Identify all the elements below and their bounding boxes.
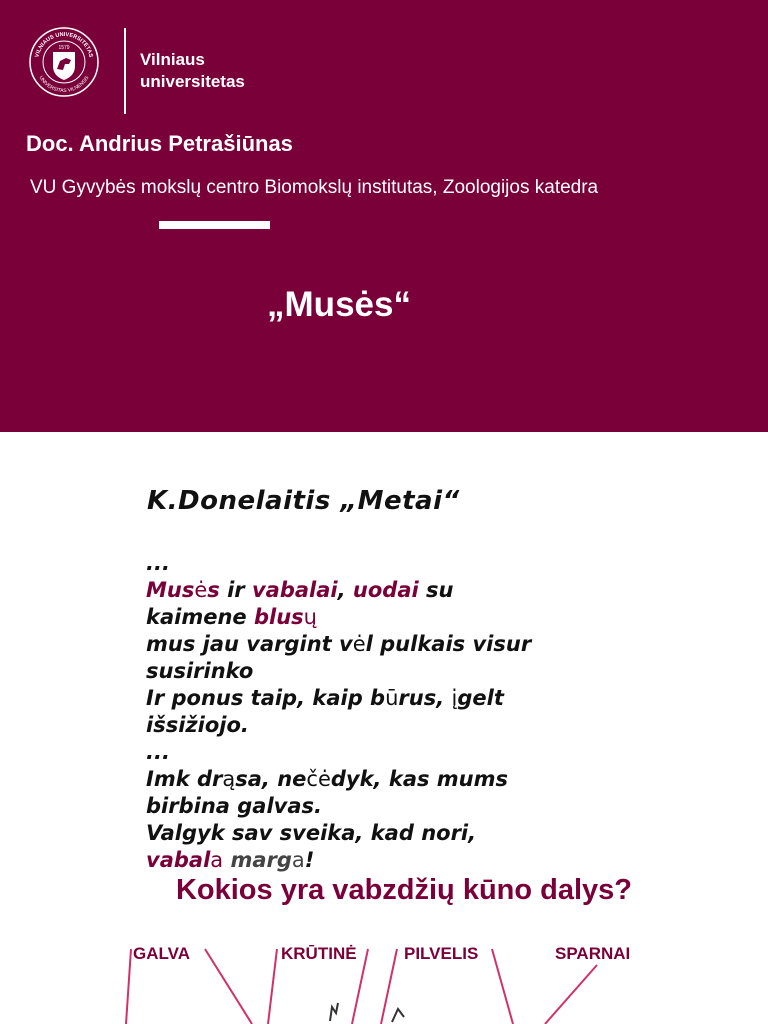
- poem-segment: !: [304, 848, 315, 872]
- university-name: [140, 49, 262, 93]
- label-galva: GALVA: [133, 944, 190, 963]
- poem-segment: a: [291, 848, 305, 872]
- logo-divider: [124, 28, 126, 114]
- poem-segment: ir: [219, 578, 252, 602]
- poem-segment: ė: [194, 578, 208, 602]
- pointer-line-pilvelis-right: [492, 949, 513, 1024]
- poem-segment: vabalai: [251, 578, 338, 602]
- poem-line: [146, 658, 531, 685]
- poem-line: [146, 766, 531, 793]
- pointer-line-krutine-right: [352, 949, 368, 1024]
- pointer-line-pilvelis-left: [381, 949, 397, 1024]
- seal-text-bottom: UNIVERSITAS VILNENSIS: [37, 75, 91, 95]
- poem-segment: rus,: [398, 686, 452, 710]
- poem-segment: blus: [253, 605, 304, 629]
- poem-line: [146, 631, 531, 658]
- poem-line: [146, 847, 531, 874]
- poem-segment: Valgyk sav sveika, kad nori,: [146, 821, 477, 845]
- poem-segment: ė: [352, 632, 366, 656]
- poem-segment: susirinko: [146, 659, 254, 683]
- university-name-line1: Vilniaus: [140, 50, 205, 69]
- poem-line: [146, 739, 531, 766]
- title-divider: [159, 221, 270, 229]
- question-heading: Kokios yra vabzdžių kūno dalys?: [175, 874, 633, 906]
- poem-segment: ų: [303, 605, 317, 629]
- label-pilvelis: PILVELIS: [404, 944, 479, 963]
- pointer-line-sparnai: [545, 965, 597, 1024]
- pointer-line-galva-right: [205, 949, 252, 1024]
- seal-text-top: VILNIAUS UNIVERSITETAS: [34, 31, 94, 59]
- label-sparnai: SPARNAI: [555, 944, 631, 963]
- poem-segment: dyk, kas mums: [330, 767, 509, 791]
- poem-segment: ą: [222, 767, 236, 791]
- poem-segment: į: [451, 686, 458, 710]
- poem-segment: sa, ne: [235, 767, 307, 791]
- university-seal-icon: [28, 26, 100, 98]
- slide-title: „Musės“: [267, 285, 411, 324]
- poem-segment: l pulkais visur: [365, 632, 532, 656]
- poem-line: [146, 712, 531, 739]
- poem-line: [146, 820, 531, 847]
- poem-line: [146, 604, 531, 631]
- poem-segment: mus jau vargint v: [146, 632, 353, 656]
- poem-segment: Imk dr: [146, 767, 223, 791]
- poem-segment: Ir ponus taip, kaip b: [146, 686, 386, 710]
- seal-year: 1579: [58, 45, 70, 51]
- pointer-line-krutine-left: [268, 949, 277, 1024]
- poem-line: [146, 550, 531, 577]
- poem-segment: a: [210, 848, 224, 872]
- poem-text: [146, 550, 531, 874]
- poem-segment: Mus: [146, 578, 195, 602]
- poem-segment: ...: [146, 740, 170, 764]
- insect-sketch: [330, 1003, 404, 1022]
- poem-segment: ū: [385, 686, 399, 710]
- affiliation: VU Gyvybės mokslų centro Biomokslų institutas, Zoologijos katedra: [30, 177, 599, 198]
- poem-segment: su: [418, 578, 454, 602]
- title-slide: [0, 0, 768, 432]
- poem-segment: ...: [146, 551, 170, 575]
- label-pointer-lines: [0, 937, 768, 1024]
- poem-segment: čė: [306, 767, 331, 791]
- poem-segment: gelt: [457, 686, 504, 710]
- poem-line: [146, 577, 531, 604]
- poem-segment: ,: [337, 578, 353, 602]
- poem-segment: išsižiojo.: [146, 713, 249, 737]
- pointer-line-galva-left: [126, 949, 131, 1024]
- poem-segment: uodai: [352, 578, 419, 602]
- content-slide: [0, 432, 768, 1024]
- poem-segment: marg: [230, 848, 292, 872]
- poem-segment: kaimene: [146, 605, 254, 629]
- poem-segment: birbina galvas.: [146, 794, 322, 818]
- poem-title: K.Donelaitis „Metai“: [147, 486, 460, 516]
- author-name: Doc. Andrius Petrašiūnas: [26, 131, 293, 156]
- university-name-line2: universitetas: [140, 72, 245, 91]
- label-krutine: KRŪTINĖ: [281, 944, 357, 963]
- poem-segment: s: [207, 578, 220, 602]
- poem-line: [146, 793, 531, 820]
- poem-line: [146, 685, 531, 712]
- poem-segment: vabal: [146, 848, 211, 872]
